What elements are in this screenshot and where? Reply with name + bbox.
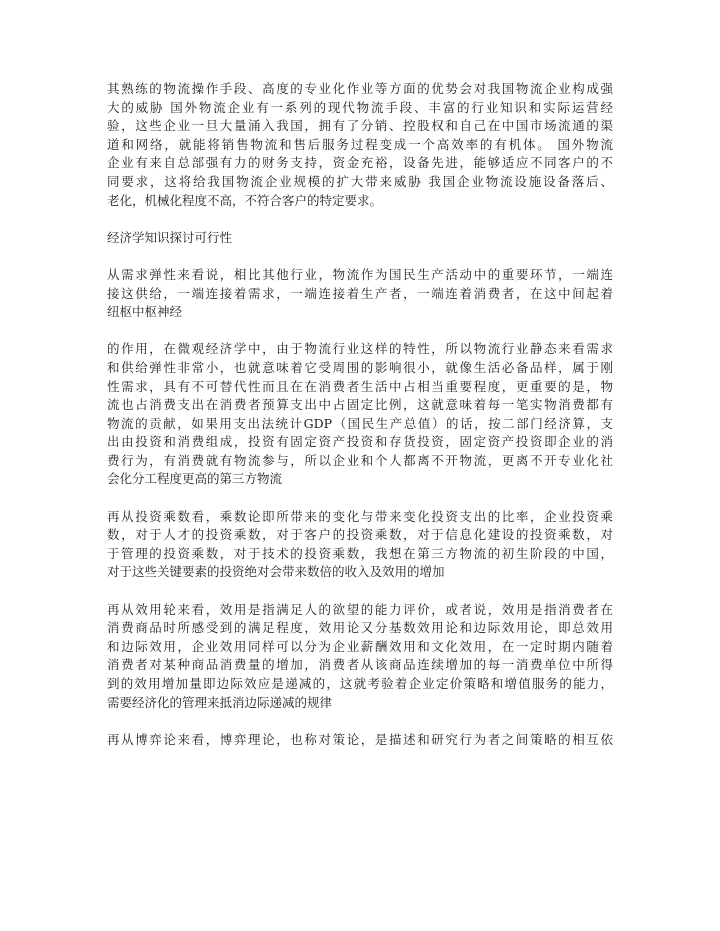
paragraph-spacer — [107, 582, 613, 601]
paragraph-demand-elasticity — [107, 266, 613, 322]
text-line: 的作用，在微观经济学中，由于物流行业这样的特性，所以物流行业静态来看需求 — [107, 341, 613, 357]
paragraph-investment-multiplier — [107, 508, 613, 582]
paragraph-utility-theory — [107, 601, 613, 713]
text-line: 再从博弈论来看，博弈理论，也称对策论，是描述和研究行为者之间策略的相互依 — [107, 731, 613, 747]
text-line: 老化，机械化程度不高，不符合客户的特定要求。 — [107, 192, 383, 208]
text-line: 物流的贡献，如果用支出法统计GDP（国民生产总值）的话，按二部门经济算，支 — [107, 415, 613, 431]
text-line: 道和网络，就能将销售物流和售后服务过程变成一个高效率的有机体。 国外物流 — [107, 136, 613, 152]
section-heading-text: 经济学知识探讨可行性 — [107, 229, 233, 245]
text-line: 流也占消费支出在消费者预算支出中占固定比例，这就意味着每一笔实物消费都有 — [107, 397, 613, 413]
text-line: 同要求，这将给我国物流企业规模的扩大带来威胁 我国企业物流设施设备落后、 — [107, 173, 613, 189]
paragraph-foreign-logistics-threat — [107, 80, 613, 210]
text-line: 性需求，具有不可替代性而且在在消费者生活中占相当重要程度，更重要的是，物 — [107, 378, 613, 394]
text-line: 于管理的投资乘数，对于技术的投资乘数，我想在第三方物流的初生阶段的中国， — [107, 545, 613, 561]
paragraph-game-theory — [107, 731, 613, 750]
text-line: 出由投资和消费组成，投资有固定资产投资和存货投资，固定资产投资即企业的消 — [107, 434, 613, 450]
text-line: 从需求弹性来看说，相比其他行业，物流作为国民生产活动中的重要环节，一端连 — [107, 266, 613, 282]
text-line: 其熟练的物流操作手段、高度的专业化作业等方面的优势会对我国物流企业构成强 — [107, 81, 613, 96]
paragraph-spacer — [107, 210, 613, 229]
text-line: 消费者对某种商品消费量的增加，消费者从该商品连续增加的每一消费单位中所得 — [107, 657, 613, 673]
text-line: 和供给弹性非常小，也就意味着它受周围的影响很小，就像生活必备品样，属于刚 — [107, 359, 613, 375]
text-line: 纽枢中枢神经 — [107, 304, 183, 320]
text-line: 接这供给，一端连接着需求，一端连接着生产者，一端连着消费者，在这中间起着 — [107, 285, 613, 301]
text-line: 需要经济化的管理来抵消边际递减的规律 — [107, 694, 333, 710]
text-line: 和边际效用，企业效用同样可以分为企业薪酬效用和文化效用，在一定时期内随着 — [107, 638, 613, 654]
text-line: 大的威胁 国外物流企业有一系列的现代物流手段、丰富的行业知识和实际运营经 — [107, 99, 613, 115]
document-body — [107, 80, 613, 749]
text-line: 企业有来自总部强有力的财务支持，资金充裕，设备先进，能够适应不同客户的不 — [107, 155, 613, 171]
text-line: 数，对于人才的投资乘数，对于客户的投资乘数，对于信息化建设的投资乘数，对 — [107, 527, 613, 543]
paragraph-spacer — [107, 322, 613, 341]
text-line: 到的效用增加量即边际效应是递减的，这就考验着企业定价策略和增值服务的能力， — [107, 676, 613, 691]
paragraph-spacer — [107, 247, 613, 266]
paragraph-spacer — [107, 712, 613, 731]
paragraph-microeconomics — [107, 340, 613, 489]
text-line: 消费商品时所感受到的满足程度，效用论又分基数效用论和边际效用论，即总效用 — [107, 620, 613, 636]
text-line: 费行为，有消费就有物流参与，所以企业和个人都离不开物流，更离不开专业化社 — [107, 452, 613, 468]
text-line: 会化分工程度更高的第三方物流 — [107, 471, 283, 487]
text-line: 对于这些关键要素的投资绝对会带来数倍的收入及效用的增加 — [107, 564, 445, 580]
text-line: 验，这些企业一旦大量涌入我国，拥有了分销、控股权和自己在中国市场流通的渠 — [107, 118, 613, 134]
text-line: 再从效用轮来看，效用是指满足人的欲望的能力评价，或者说，效用是指消费者在 — [107, 601, 613, 617]
paragraph-spacer — [107, 489, 613, 508]
section-heading — [107, 229, 613, 248]
text-line: 再从投资乘数看，乘数论即所带来的变化与带来变化投资支出的比率，企业投资乘 — [107, 508, 613, 524]
